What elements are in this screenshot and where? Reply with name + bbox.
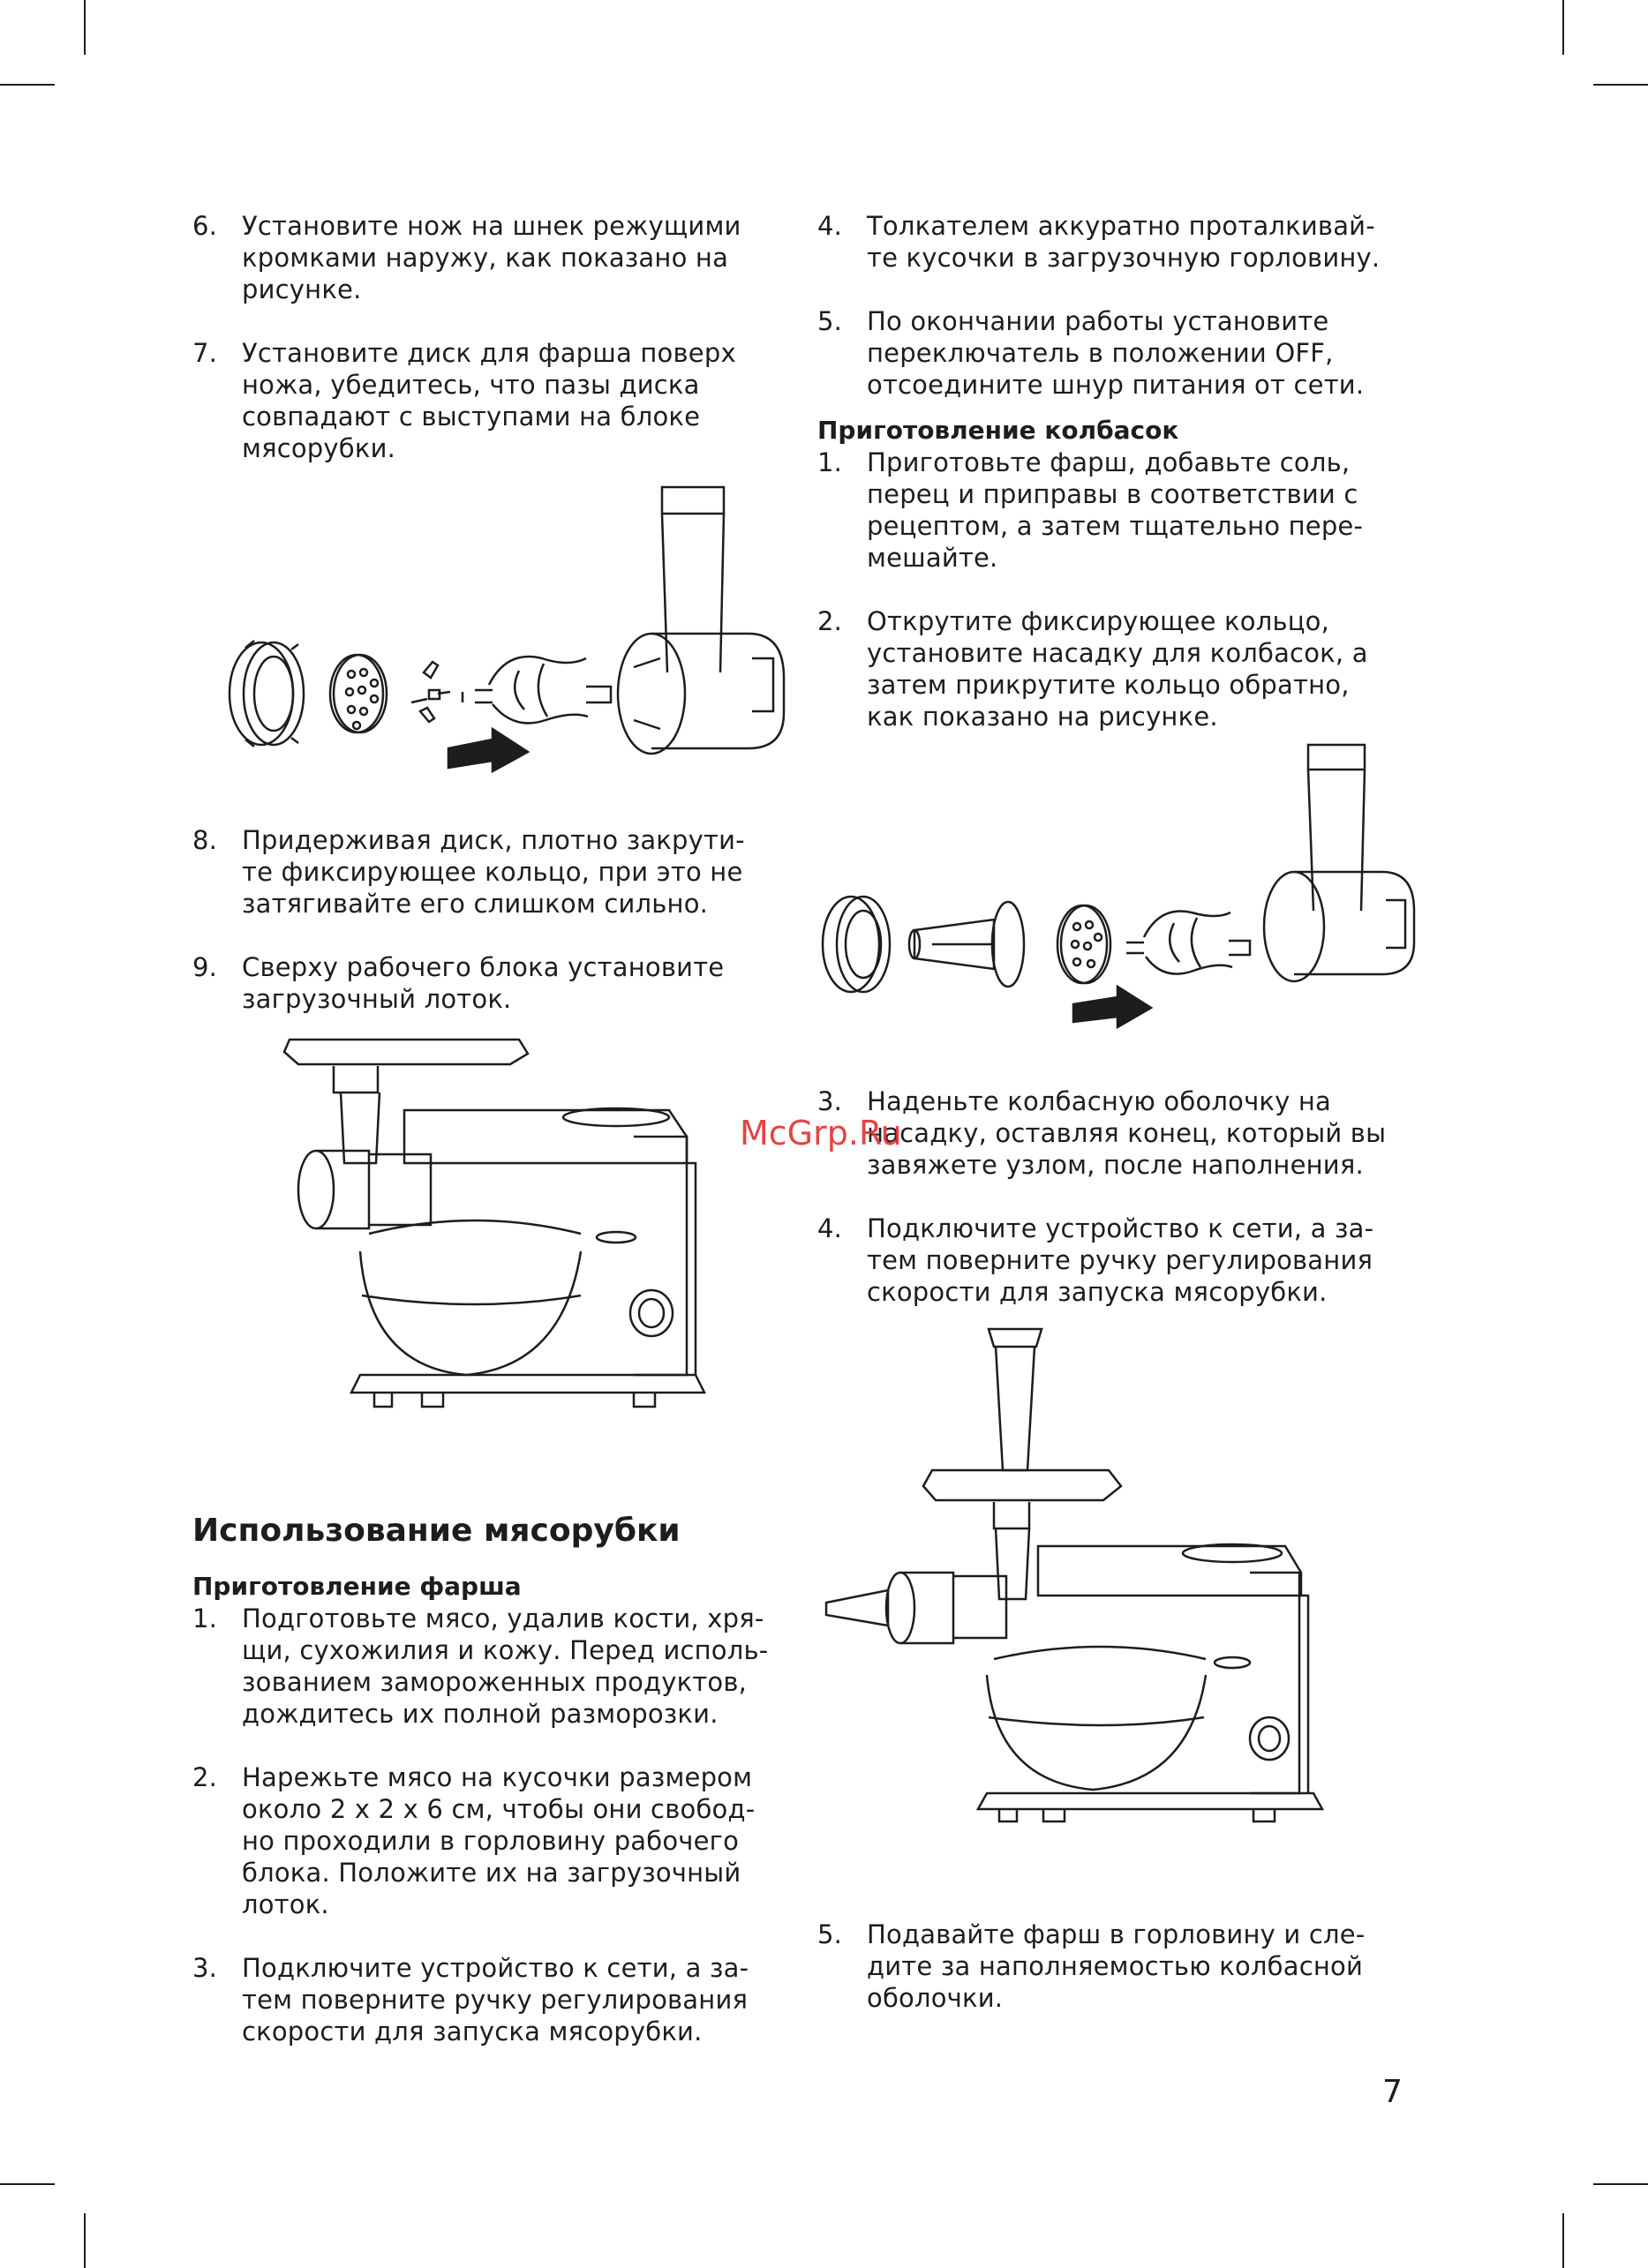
step-text-line: рецептом, а затем тщательно пере-	[867, 511, 1364, 541]
step-text-line: рисунке.	[242, 274, 362, 304]
crop-mark	[0, 2183, 55, 2185]
step-list	[817, 210, 1453, 401]
step-text-line: Наденьте колбасную оболочку на	[867, 1086, 1332, 1116]
list-item	[192, 1952, 828, 2047]
step-text-line: Придерживая диск, плотно закрути-	[242, 825, 745, 855]
crop-mark	[1593, 84, 1648, 86]
step-text-line: блока. Положите их на загрузочный	[242, 1858, 741, 1888]
subsection-title: Приготовление колбасок	[817, 416, 1179, 445]
step-text-line: По окончании работы установите	[867, 306, 1329, 336]
crop-mark	[84, 0, 86, 55]
sausage-parts-figure	[817, 741, 1453, 1050]
step-text-line: Подключите устройство к сети, а за-	[242, 1953, 749, 1983]
section-title: Использование мясорубки	[192, 1513, 681, 1549]
step-gap	[817, 274, 1453, 305]
direction-arrow-icon	[448, 729, 528, 771]
list-item	[817, 605, 1453, 732]
auger-icon	[463, 657, 611, 723]
step-text-line: дождитесь их полной разморозки.	[242, 1699, 719, 1729]
step-text-line: Сверху рабочего блока установите	[242, 952, 725, 982]
crop-mark	[1593, 2183, 1648, 2185]
step-text-line: завяжете узлом, после наполнения.	[867, 1150, 1364, 1180]
step-text-line: те кусочки в загрузочную горловину.	[867, 243, 1381, 273]
step-list	[192, 824, 828, 1015]
step-text-line: Установите диск для фарша поверх	[242, 338, 736, 368]
step-text-line: Подавайте фарш в горловину и сле-	[867, 1919, 1366, 1949]
right-column	[817, 210, 1453, 2014]
step-number: 1.	[192, 1603, 218, 1633]
direction-arrow-icon	[1073, 987, 1151, 1027]
step-text-line: но проходили в горловину рабочего	[242, 1826, 740, 1856]
step-text-line: скорости для запуска мясорубки.	[242, 2016, 703, 2046]
step-text-line: те фиксирующее кольцо, при это не	[242, 857, 743, 887]
step-number: 3.	[817, 1086, 843, 1116]
step-text-line: дите за наполняемостью колбасной	[867, 1951, 1364, 1981]
list-item	[817, 1213, 1453, 1308]
step-gap	[192, 1920, 828, 1952]
step-gap	[192, 920, 828, 951]
left-column	[192, 210, 828, 2047]
fixing-ring-icon	[230, 641, 304, 747]
step-gap	[192, 1730, 828, 1761]
step-number: 2.	[192, 1762, 218, 1792]
crop-mark	[0, 84, 55, 86]
step-text-line: переключатель в положении OFF,	[867, 338, 1334, 368]
step-text-line: Открутите фиксирующее кольцо,	[867, 606, 1330, 636]
crop-mark	[84, 2213, 86, 2268]
step-list	[192, 210, 828, 464]
step-text-line: зованием замороженных продуктов,	[242, 1667, 748, 1697]
step-number: 9.	[192, 952, 218, 982]
crop-mark	[1562, 2213, 1564, 2268]
step-list	[192, 1603, 828, 2047]
page-number: 7	[1382, 2074, 1403, 2110]
step-number: 4.	[817, 1213, 843, 1243]
step-text-line: Подключите устройство к сети, а за-	[867, 1213, 1374, 1243]
step-number: 4.	[817, 211, 843, 241]
step-number: 3.	[192, 1953, 218, 1983]
step-list	[817, 1919, 1453, 2014]
mixer-with-sausage-figure	[817, 1320, 1453, 1894]
list-item	[192, 1761, 828, 1920]
step-text-line: скорости для запуска мясорубки.	[867, 1277, 1328, 1307]
list-item	[192, 951, 828, 1015]
step-number: 2.	[817, 606, 843, 636]
step-text-line: затягивайте его слишком сильно.	[242, 889, 709, 919]
fixing-ring-icon	[823, 897, 890, 992]
list-item	[192, 1603, 828, 1730]
mixer-with-tray-figure	[192, 1031, 828, 1472]
grinder-disc-icon	[1057, 905, 1110, 983]
step-text-line: оболочки.	[867, 1983, 1004, 2013]
step-text-line: тем поверните ручку регулирования	[867, 1245, 1373, 1275]
auger-icon	[1126, 912, 1250, 974]
step-text-line: установите насадку для колбасок, а	[867, 638, 1368, 668]
step-text-line: лоток.	[242, 1889, 329, 1919]
list-item	[817, 447, 1453, 574]
list-item	[192, 824, 828, 920]
step-list	[817, 1085, 1453, 1308]
grinder-body-icon	[1264, 745, 1414, 981]
step-text-line: щи, сухожилия и кожу. Перед исполь-	[242, 1635, 769, 1665]
step-text-line: около 2 х 2 х 6 см, чтобы они свобод-	[242, 1794, 756, 1824]
step-text-line: перец и приправы в соответствии с	[867, 479, 1358, 509]
step-text-line: Нарежьте мясо на кусочки размером	[242, 1762, 753, 1792]
step-list	[817, 447, 1453, 732]
step-number: 8.	[192, 825, 218, 855]
step-gap	[817, 1181, 1453, 1213]
crop-mark	[1562, 0, 1564, 55]
step-text-line: как показано на рисунке.	[867, 702, 1218, 732]
step-text-line: тем поверните ручку регулирования	[242, 1985, 749, 2015]
step-text-line: загрузочный лоток.	[242, 984, 512, 1014]
grinder-body-icon	[618, 487, 784, 754]
step-text-line: Установите нож на шнек режущими	[242, 211, 741, 241]
step-text-line: совпадают с выступами на блоке	[242, 402, 701, 432]
watermark: McGrp.Ru	[740, 1114, 902, 1153]
step-text-line: отсоедините шнур питания от сети.	[867, 370, 1365, 400]
list-item	[817, 1085, 1453, 1181]
step-number: 7.	[192, 338, 218, 368]
step-text-line: Приготовьте фарш, добавьте соль,	[867, 447, 1351, 477]
list-item	[817, 210, 1453, 274]
list-item	[817, 305, 1453, 401]
step-text-line: ножа, убедитесь, что пазы диска	[242, 370, 700, 400]
step-text-line: мешайте.	[867, 543, 998, 573]
grinder-parts-figure	[192, 482, 828, 800]
step-number: 5.	[817, 1919, 843, 1949]
step-text-line: затем прикрутите кольцо обратно,	[867, 670, 1350, 700]
sausage-nozzle-icon	[909, 902, 1024, 987]
list-item	[192, 210, 828, 305]
step-text-line: Толкателем аккуратно проталкивай-	[867, 211, 1375, 241]
step-text-line: Подготовьте мясо, удалив кости, хря-	[242, 1603, 764, 1633]
subsection-title: Приготовление фарша	[192, 1572, 522, 1601]
step-gap	[192, 305, 828, 337]
step-text-line: кромками наружу, как показано на	[242, 243, 729, 273]
list-item	[817, 1919, 1453, 2014]
step-number: 1.	[817, 447, 843, 477]
step-number: 6.	[192, 211, 218, 241]
grinder-disc-icon	[330, 655, 387, 732]
step-text-line: насадку, оставляя конец, который вы	[867, 1118, 1387, 1148]
step-text-line: мясорубки.	[242, 433, 396, 463]
knife-icon	[411, 662, 450, 722]
step-number: 5.	[817, 306, 843, 336]
step-gap	[817, 574, 1453, 605]
list-item	[192, 337, 828, 464]
